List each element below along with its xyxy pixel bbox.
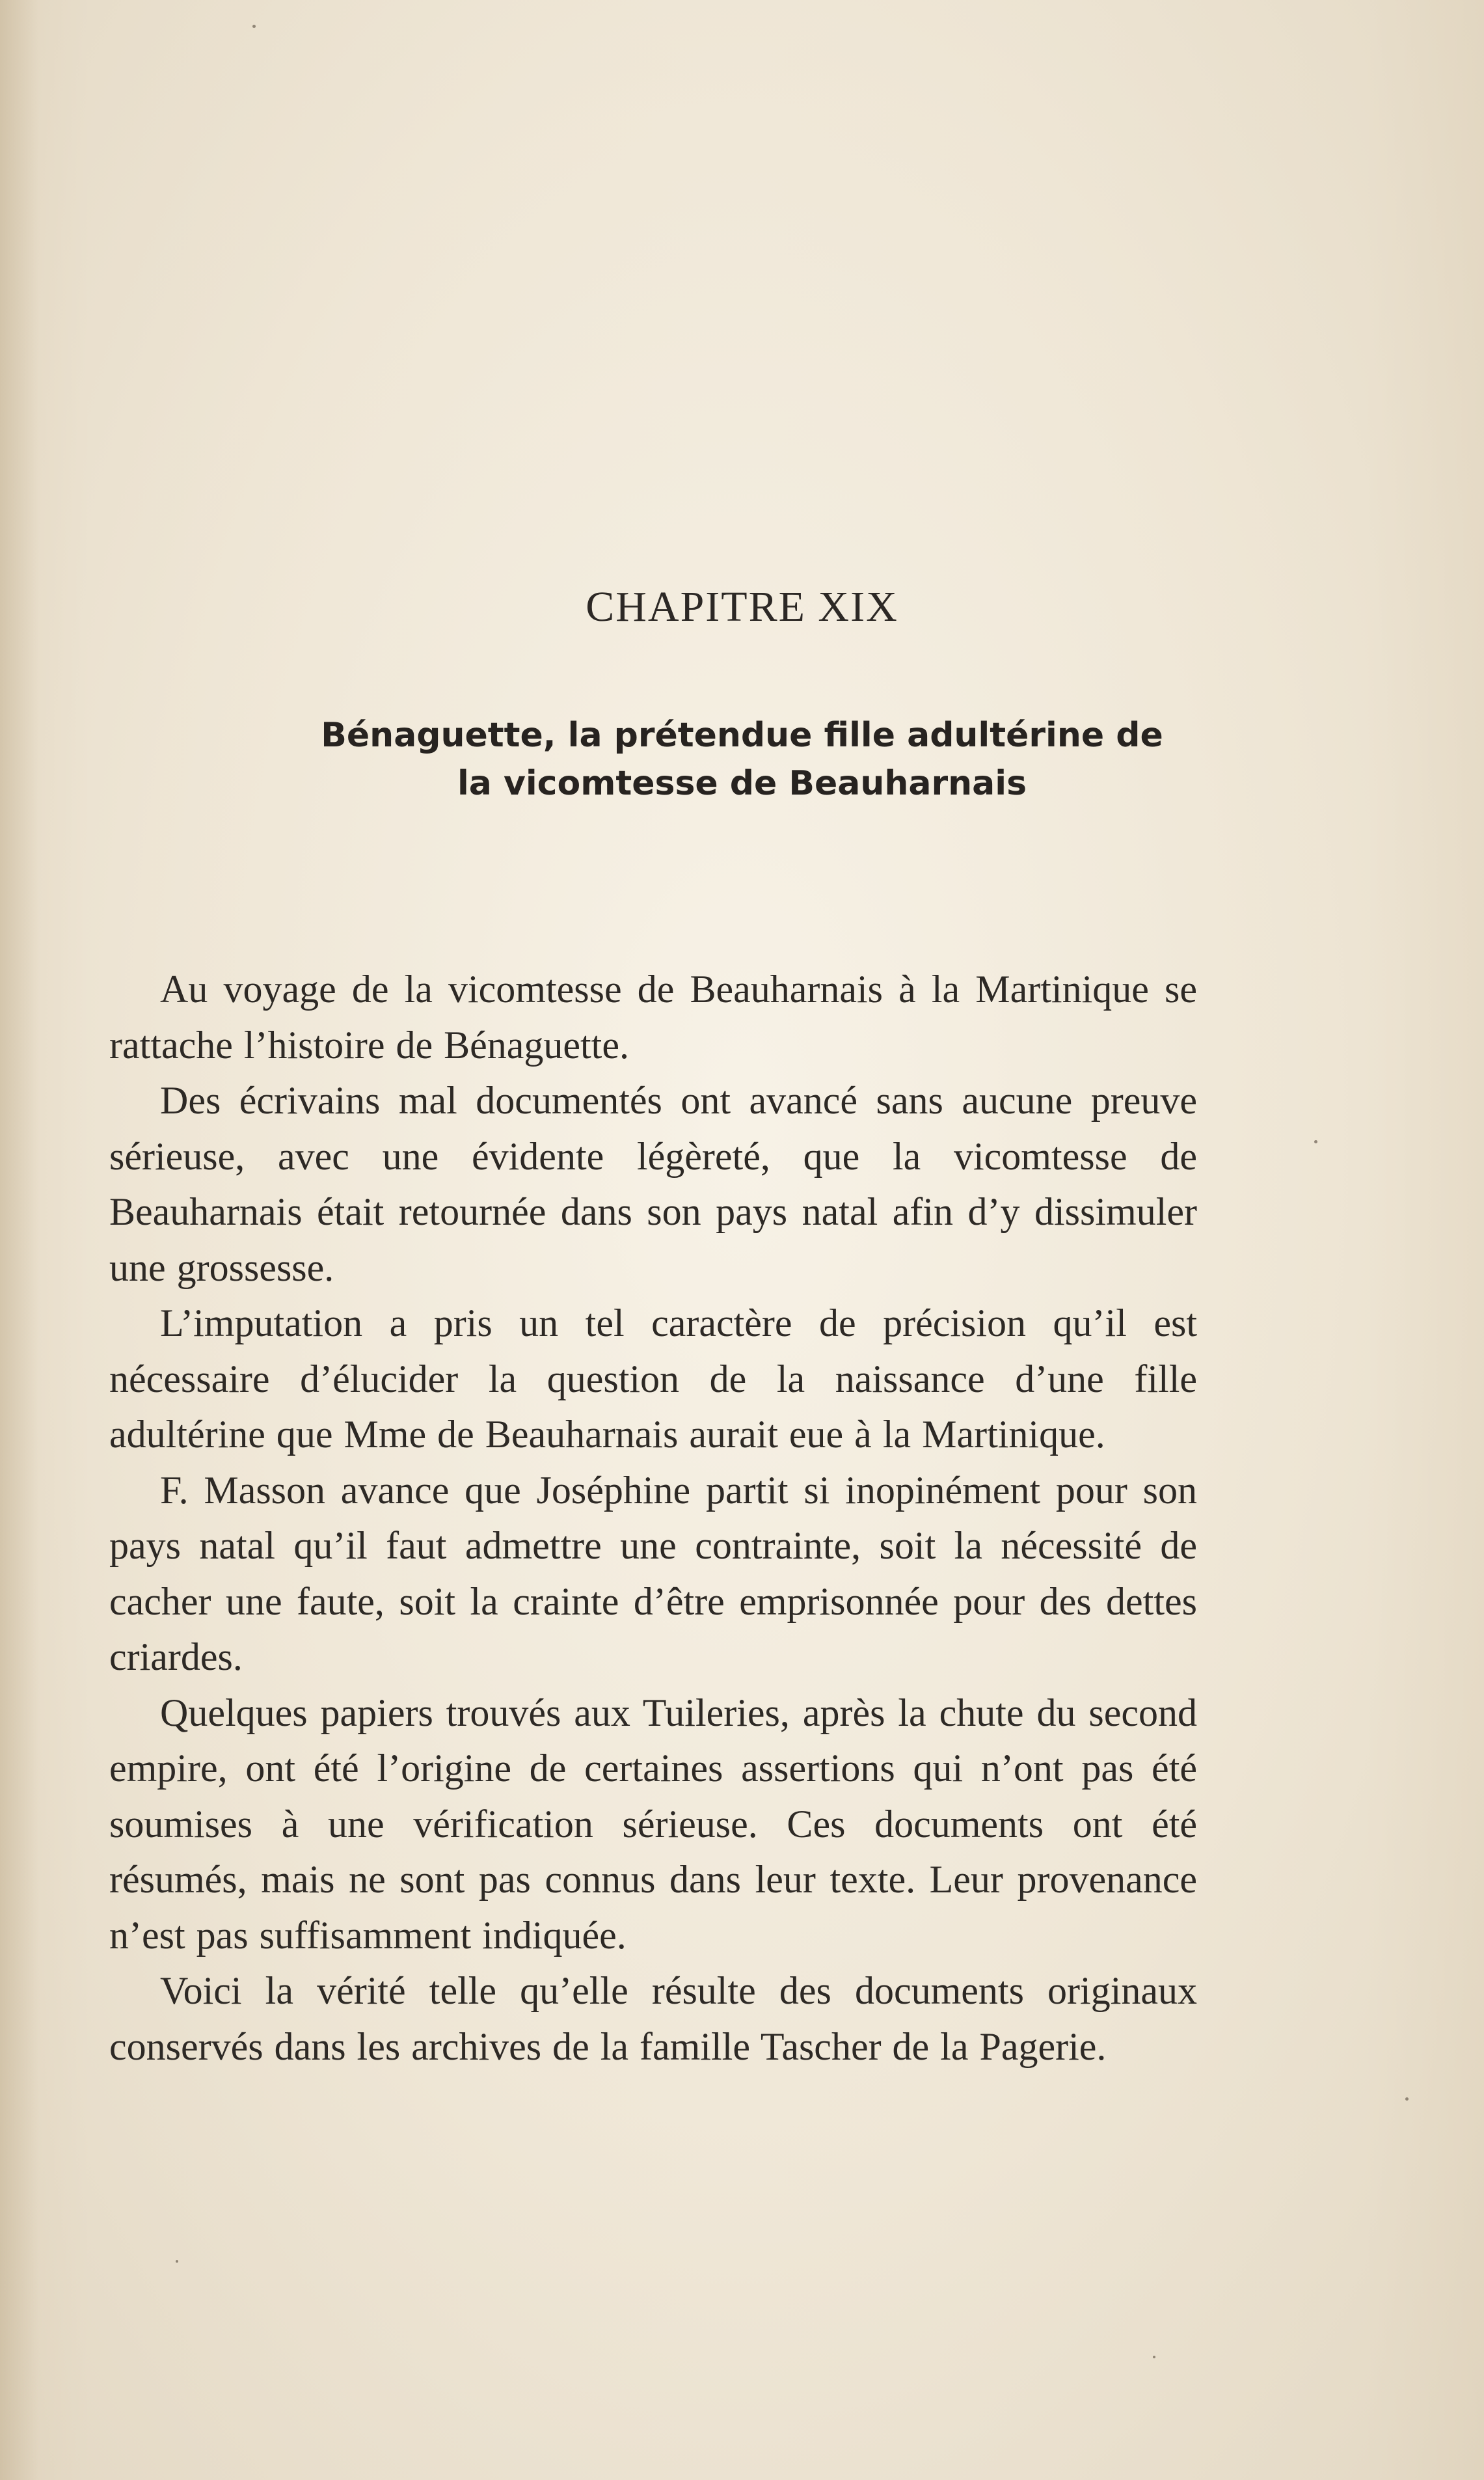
paragraph: Voici la vérité telle qu’elle résulte des documents originaux conservés dans les archives de la famille Tascher de la Pagerie. [109,1969,1197,2068]
paragraph: Quelques papiers trouvés aux Tuileries, après la chute du second empire, ont été l’origine de certaines assertions qui n’ont pas été soumises à une vérification sérieuse. Ces documents ont été résumés, mais ne sont pas connus dans leur texte. Leur provenance n’est pas suffisamment indiquée. [109,1691,1197,1957]
chapter-title: CHAPITRE XIX [586,583,898,631]
paper-speck [1314,1140,1317,1143]
subtitle-line: la vicomtesse de Beauharnais [457,764,1027,803]
paper-speck [252,25,256,28]
paper-speck [176,2260,178,2263]
chapter-subtitle [0,711,1484,808]
subtitle-line: Bénaguette, la prétendue fille adultérine de [321,716,1163,755]
body-text [109,962,1197,2075]
paragraph: Au voyage de la vicomtesse de Beauharnais à la Martinique se rattache l’histoire de Bénaguette. [109,968,1197,1067]
paragraph: Des écrivains mal documentés ont avancé sans aucune preuve sérieuse, avec une évidente légèreté, que la vicomtesse de Beauharnais était retournée dans son pays natal afin d’y dissimuler une grossesse. [109,1079,1197,1289]
paragraph: F. Masson avance que Joséphine partit si inopinément pour son pays natal qu’il faut admettre une contrainte, soit la nécessité de cacher une faute, soit la crainte d’être emprisonnée pour des dettes criardes. [109,1468,1197,1678]
paper-speck [1153,2356,1155,2358]
paper-speck [1405,2097,1409,2101]
page-edge-shadow [0,0,39,2480]
paragraph: L’imputation a pris un tel caractère de précision qu’il est nécessaire d’élucider la question de la naissance d’une fille adultérine que Mme de Beauharnais aurait eue à la Martinique. [109,1301,1197,1456]
